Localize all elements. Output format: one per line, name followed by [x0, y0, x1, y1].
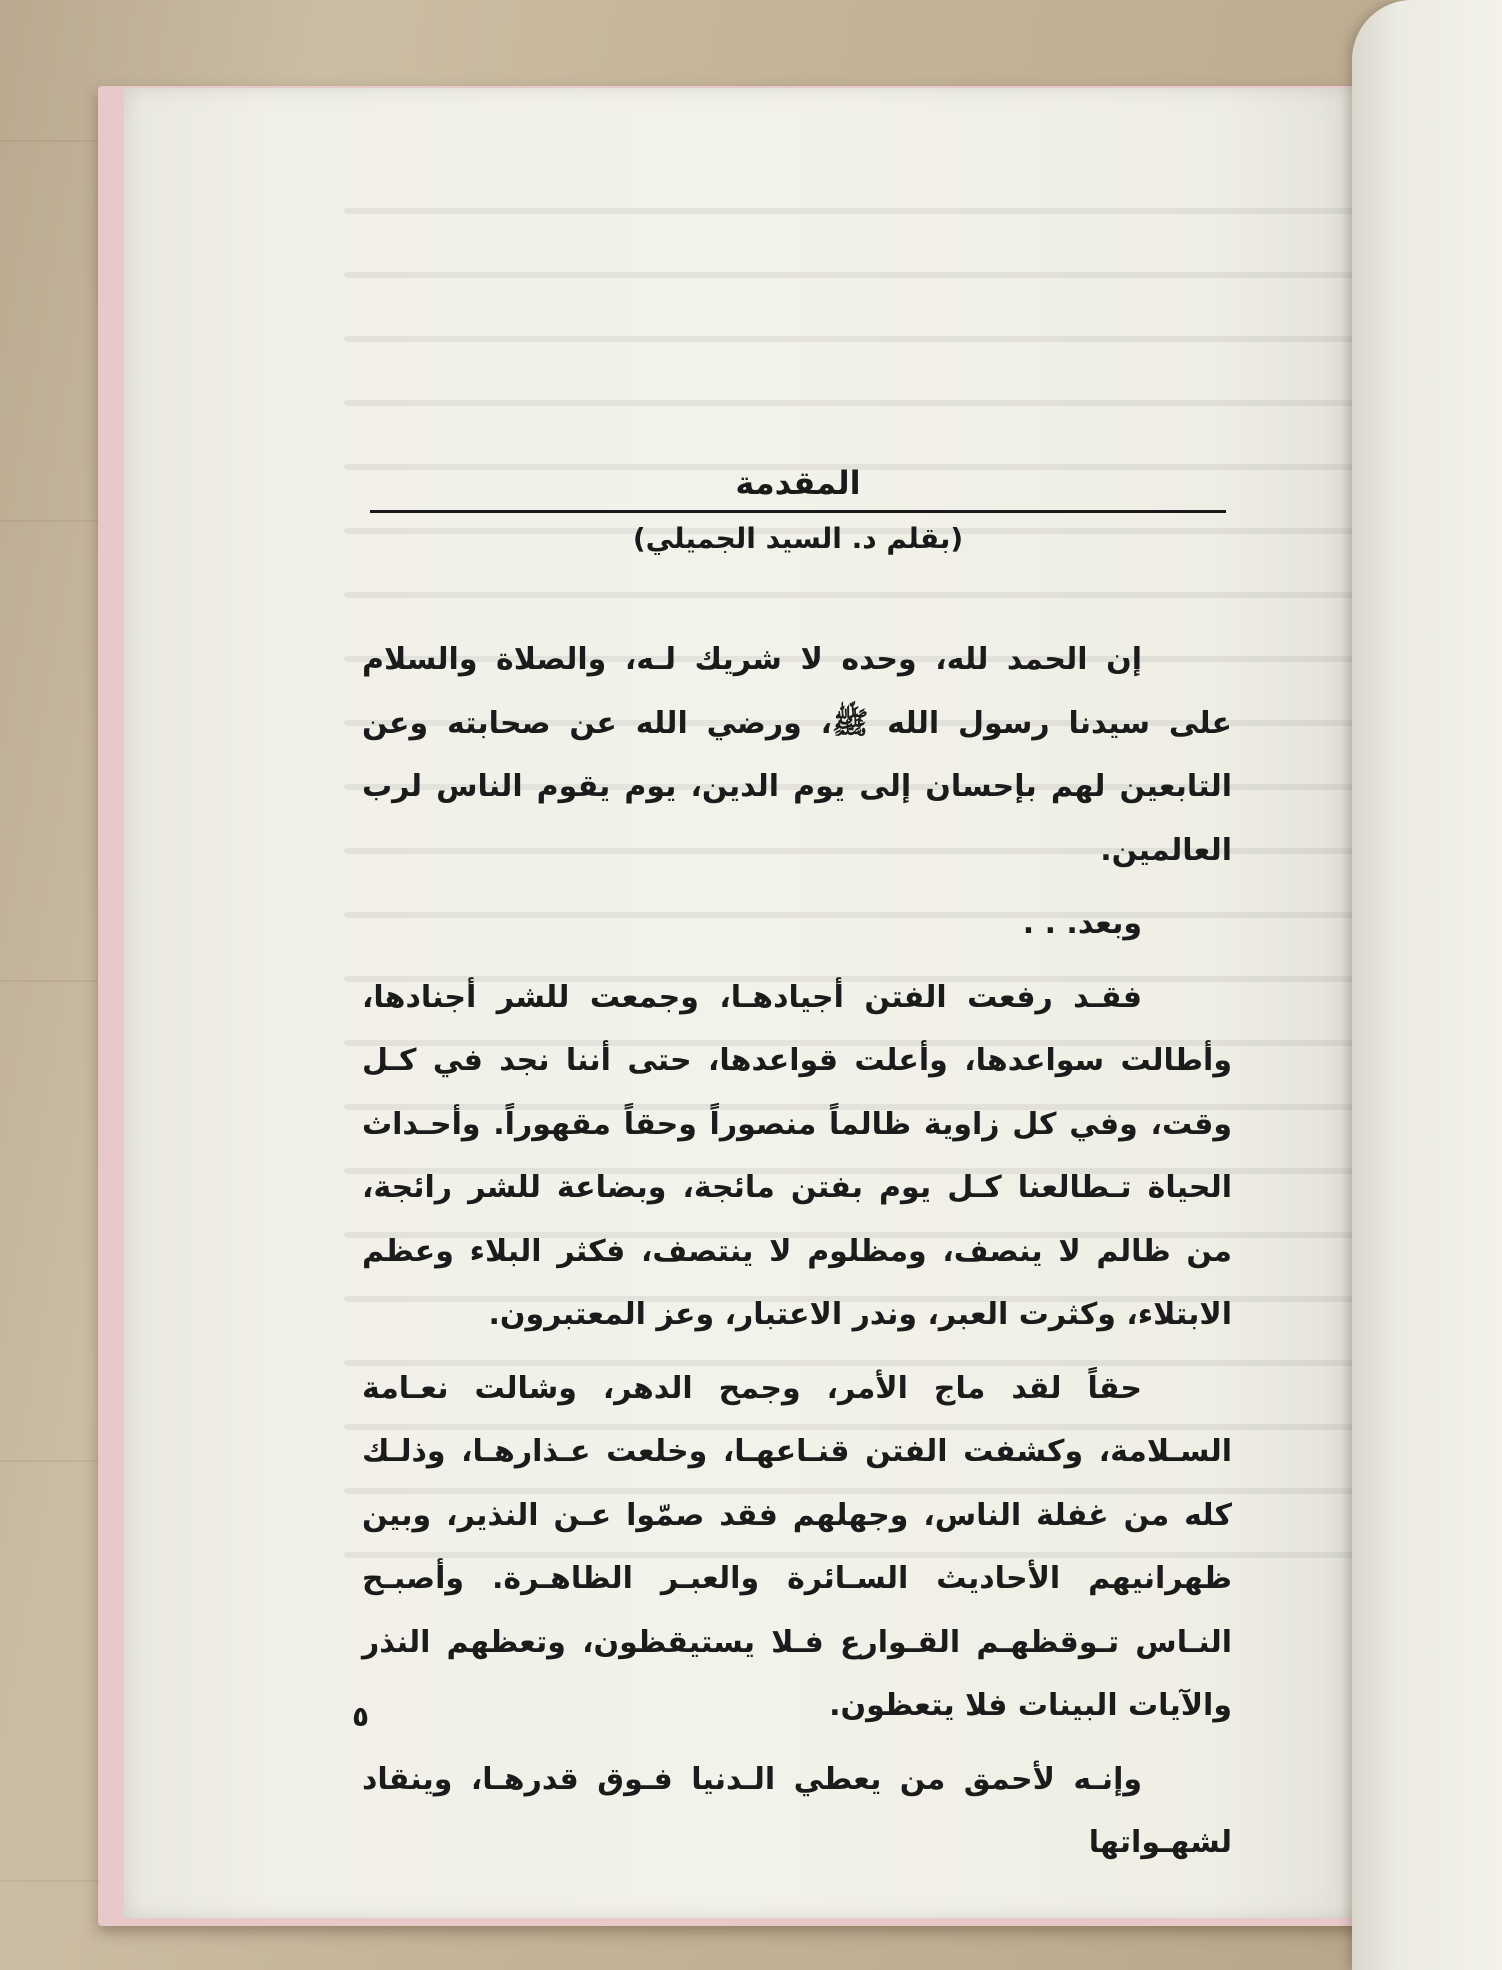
author-subtitle: (بقلم د. السيد الجميلي): [632, 522, 964, 555]
paragraph: وإنـه لأحمق من يعطي الـدنيا فـوق قدرهـا، وينقاد لشهـواتها: [362, 1761, 1232, 1860]
next-page-edge: [1352, 0, 1502, 1970]
chapter-heading: [370, 462, 1226, 559]
page-number: ٥: [352, 1700, 370, 1733]
title-underline: [370, 510, 1226, 513]
paragraph: حقاً لقد ماج الأمر، وجمح الدهر، وشالت نعـامة السـلامة، وكشفت الفتن قنـاعهـا، وخلعت عـذارهـا، وذلـك كله من غفلة الناس، وجهلهم فقد صمّوا عـن النذير، وبين ظهرانيهم الأحاديث السـائرة والعبـر الظاهـرة. وأصبـح النـاس تـوقظهـم القـوارع فـلا يستيقظون، وتعظهم النذر والآيات البينات فلا يتعظون.: [362, 1370, 1232, 1723]
paragraph: وبعد. . .: [1022, 906, 1142, 941]
chapter-title: المقدمة: [735, 464, 861, 502]
paragraph: إن الحمد لله، وحده لا شريك لـه، والصلاة والسلام على سيدنا رسول الله ﷺ، ورضي الله عن صحابته وعن التابعين لهم بإحسان إلى يوم الدين، يوم يقوم الناس لرب العالمين.: [362, 642, 1232, 868]
paragraph: فقـد رفعت الفتن أجيادهـا، وجمعت للشر أجنادها، وأطالت سواعدها، وأعلت قواعدها، حتى أننا نجد في كـل وقت، وفي كل زاوية ظالماً منصوراً وحقاً مقهوراً. وأحـداث الحياة تـطالعنا كـل يوم بفتن مائجة، وبضاعة للشر رائجة، من ظالم لا ينصف، ومظلوم لا ينتصف، فكثر البلاء وعظم الابتلاء، وكثرت العبر، وندر الاعتبار، وعز المعتبرون.: [362, 979, 1232, 1332]
body-text: [362, 628, 1232, 1875]
